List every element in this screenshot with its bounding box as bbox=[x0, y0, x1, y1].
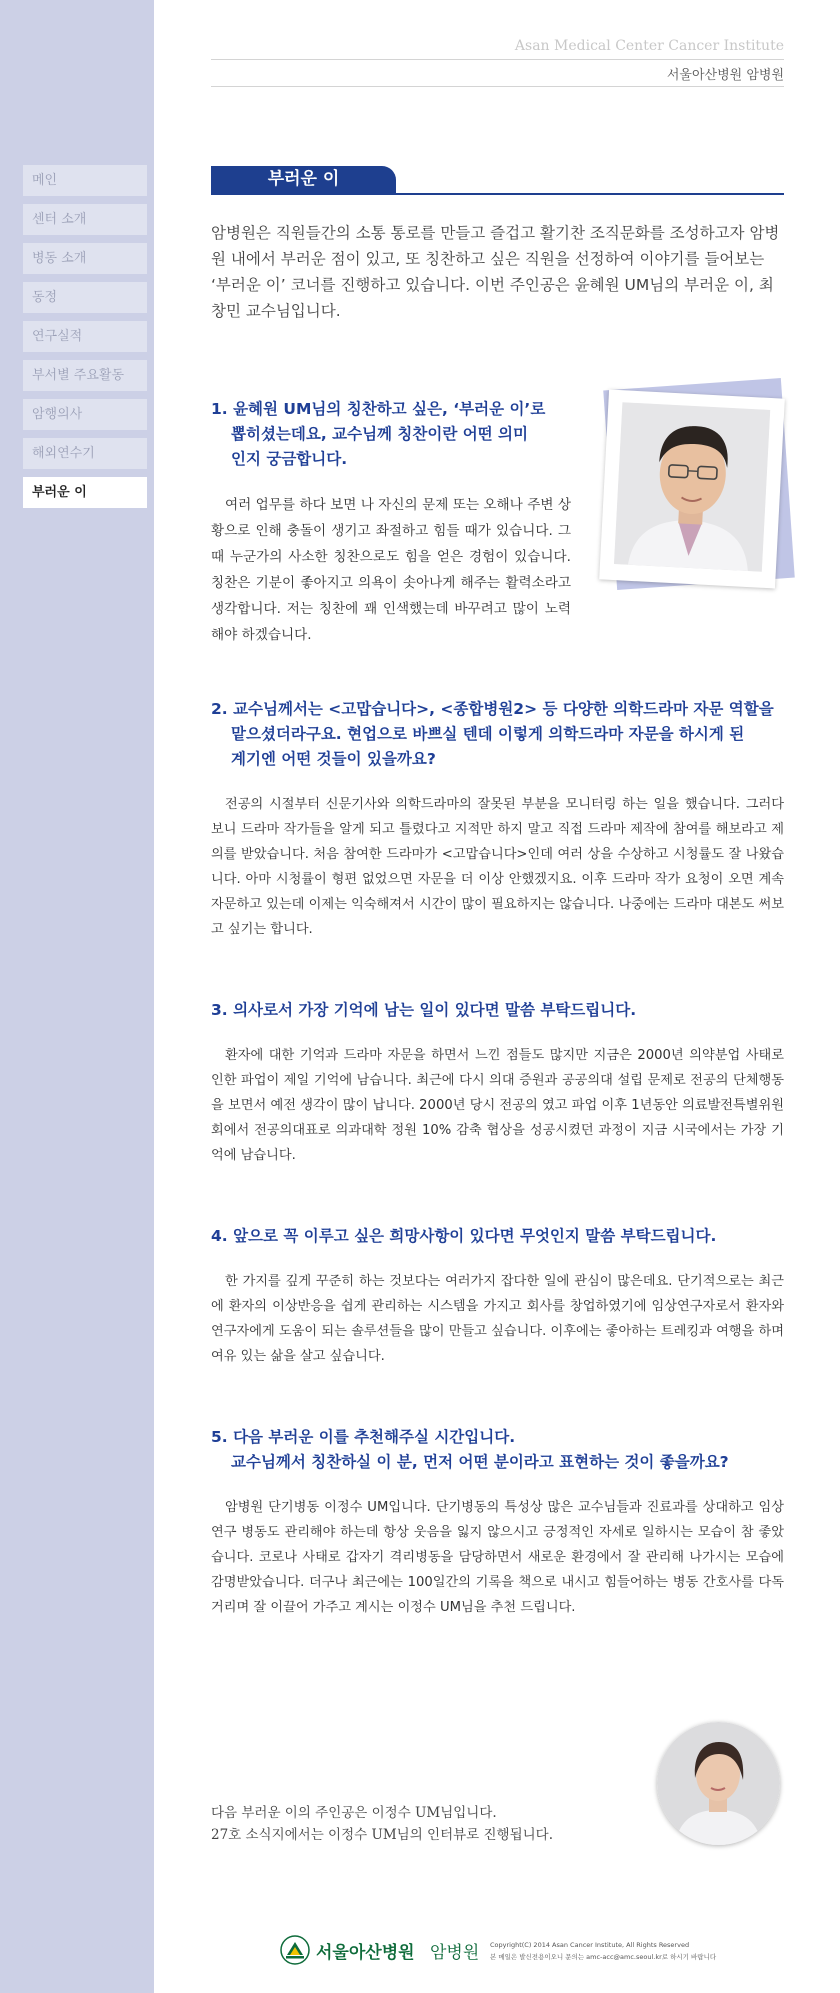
nav-item-dept-activities[interactable]: 부서별 주요활동 bbox=[23, 360, 147, 391]
footer-hospital-name: 서울아산병원 bbox=[316, 1943, 415, 1963]
nav-item-center-intro[interactable]: 센터 소개 bbox=[23, 204, 147, 235]
answer-5: 암병원 단기병동 이정수 UM입니다. 단기병동의 특성상 많은 교수님들과 진료과를 상대하고 임상연구 병동도 관리해야 하는데 항상 웃음을 잃지 않으시고 긍정적인 자세로 일하시는 모습이 참 좋았습니다. 코로나 사태로 갑자기 격리병동을 담당하면서 새로운 환경에서 잘 관리해 나가시는 모습에 감명받았습니다. 더구나 최근에는 100일간의 기록을 책으로 내시고 힘들어하는 병동 간호사를 다독거리며 잘 이끌어 가주고 계시는 이정수 UM님을 추천 드립니다. bbox=[211, 1500, 784, 1615]
footer-copyright bbox=[490, 1939, 716, 1963]
question-2 bbox=[211, 697, 784, 772]
closing-line-2: 27호 소식지에서는 이정수 UM님의 인터뷰로 진행됩니다. bbox=[211, 1827, 553, 1843]
professor-portrait bbox=[614, 402, 770, 572]
hospital-logo-icon bbox=[280, 1935, 310, 1969]
answer-4: 한 가지를 깊게 꾸준히 하는 것보다는 여러가지 잡다한 일에 관심이 많은데요. 단기적으로는 최근에 환자의 이상반응을 쉽게 관리하는 시스템을 가지고 회사를 창업하였기에 임상연구자로서 환자와 연구자에게 도움이 되는 솔루션들을 많이 만들고 싶습니다. 이후에는 좋아하는 트레킹과 여행을 하며 여유 있는 삶을 살고 싶습니다. bbox=[211, 1274, 784, 1364]
nav-item-envied-one[interactable]: 부러운 이 bbox=[23, 477, 147, 508]
nav-item-ward-intro[interactable]: 병동 소개 bbox=[23, 243, 147, 274]
question-4: 4. 앞으로 꼭 이루고 싶은 희망사항이 있다면 무엇인지 말씀 부탁드립니다. bbox=[211, 1227, 717, 1245]
question-1-line-3: 인지 궁금합니다. bbox=[231, 450, 348, 468]
question-2-line-3: 계기엔 어떤 것들이 있을까요? bbox=[231, 750, 436, 768]
qa-block-5 bbox=[211, 1425, 784, 1620]
question-1-line-2: 뽑히셨는데요, 교수님께 칭찬이란 어떤 의미 bbox=[231, 425, 528, 443]
section-title: 부러운 이 bbox=[211, 166, 396, 193]
question-1 bbox=[211, 397, 571, 472]
question-5-line-2: 교수님께서 칭찬하실 이 분, 먼저 어떤 분이라고 표현하는 것이 좋을까요? bbox=[231, 1453, 729, 1471]
nav-item-main[interactable]: 메인 bbox=[23, 165, 147, 196]
nav-item-overseas[interactable]: 해외연수기 bbox=[23, 438, 147, 469]
closing-line-1: 다음 부러운 이의 주인공은 이정수 UM님입니다. bbox=[211, 1805, 497, 1821]
question-2-line-2: 맡으셨더라구요. 현업으로 바쁘실 텐데 이렇게 의학드라마 자문을 하시게 된 bbox=[231, 725, 745, 743]
qa-block-4 bbox=[211, 1224, 784, 1369]
answer-3: 환자에 대한 기억과 드라마 자문을 하면서 느낀 점들도 많지만 지금은 2000년 의약분업 사태로 인한 파업이 제일 기억에 남습니다. 최근에 다시 의대 증원과 공공의대 설립 문제로 전공의 단체행동을 보면서 예전 생각이 많이 납니다. 2000년 당시 전공의 였고 파업 이후 1년동안 의료발전특별위원회에서 전공의대표로 의과대학 정원 10% 감축 협상을 성공시켰던 과정이 지금 시국에서는 가장 기억에 남습니다. bbox=[211, 1048, 784, 1163]
footer-cancer-hospital: 암병원 bbox=[430, 1943, 480, 1963]
next-nominee-photo bbox=[657, 1722, 780, 1845]
qa-block-1 bbox=[211, 397, 571, 648]
closing-note bbox=[211, 1802, 553, 1846]
header-divider-top bbox=[211, 59, 784, 60]
answer-2: 전공의 시절부터 신문기사와 의학드라마의 잘못된 부분을 모니터링 하는 일을 했습니다. 그러다 보니 드라마 작가들을 알게 되고 틀렸다고 지적만 하지 말고 직접 드라마 제작에 참여를 해보라고 제의를 받았습니다. 처음 참여한 드라마가 <고맙습니다>인데 여러 상을 수상하고 시청률도 잘 나왔습니다. 아마 시청률이 형편 없었으면 자문을 더 이상 안했겠지요. 이후 드라마 작가 요청이 오면 계속 자문하고 있는데 이제는 익숙해져서 시간이 많이 필요하지는 않습니다. 나중에는 드라마 대본도 써보고 싶기는 합니다. bbox=[211, 797, 784, 937]
photo-frame bbox=[599, 390, 785, 589]
qa-block-3 bbox=[211, 998, 784, 1168]
header-divider-bottom bbox=[211, 86, 784, 87]
nav-item-research[interactable]: 연구실적 bbox=[23, 321, 147, 352]
qa-block-2 bbox=[211, 697, 784, 942]
answer-1: 여러 업무를 하다 보면 나 자신의 문제 또는 오해나 주변 상황으로 인해 충돌이 생기고 좌절하고 힘들 때가 있습니다. 그 때 누군가의 사소한 칭찬으로도 힘을 얻은 경험이 있습니다. 칭찬은 기분이 좋아지고 의욕이 솟아나게 해주는 활력소라고 생각합니다. 저는 칭찬에 꽤 인색했는데 바꾸려고 많이 노력해야 하겠습니다. bbox=[211, 497, 571, 643]
question-1-line-1: 1. 윤혜원 UM님의 칭찬하고 싶은, ‘부러운 이’로 bbox=[211, 400, 546, 418]
institute-name-en: Asan Medical Center Cancer Institute bbox=[514, 38, 784, 54]
question-2-line-1: 2. 교수님께서는 <고맙습니다>, <종합병원2> 등 다양한 의학드라마 자문 역할을 bbox=[211, 700, 774, 718]
question-5-line-1: 5. 다음 부러운 이를 추천해주실 시간입니다. bbox=[211, 1428, 516, 1446]
nav-item-news[interactable]: 동정 bbox=[23, 282, 147, 313]
footer-notice: 본 메일은 발신전용이오니 문의는 amc-acc@amc.seoul.kr로 하시기 바랍니다 bbox=[490, 1953, 717, 1961]
intro-paragraph: 암병원은 직원들간의 소통 통로를 만들고 즐겁고 활기찬 조직문화를 조성하고자 암병원 내에서 부러운 점이 있고, 또 칭찬하고 싶은 직원을 선정하여 이야기를 들어보는 ‘부러운 이’ 코너를 진행하고 있습니다. 이번 주인공은 윤혜원 UM님의 부러운 이, 최창민 교수님입니다. bbox=[211, 224, 780, 320]
section-title-rule bbox=[211, 193, 784, 195]
side-nav bbox=[23, 165, 147, 516]
copyright-text: Copyright(C) 2014 Asan Cancer Institute, All Rights Reserved bbox=[490, 1941, 690, 1949]
nav-item-secret-doctor[interactable]: 암행의사 bbox=[23, 399, 147, 430]
question-3: 3. 의사로서 가장 기억에 남는 일이 있다면 말씀 부탁드립니다. bbox=[211, 1001, 637, 1019]
professor-photo-card bbox=[600, 384, 790, 594]
question-5 bbox=[211, 1425, 784, 1475]
institute-name-ko: 서울아산병원 암병원 bbox=[666, 68, 784, 83]
